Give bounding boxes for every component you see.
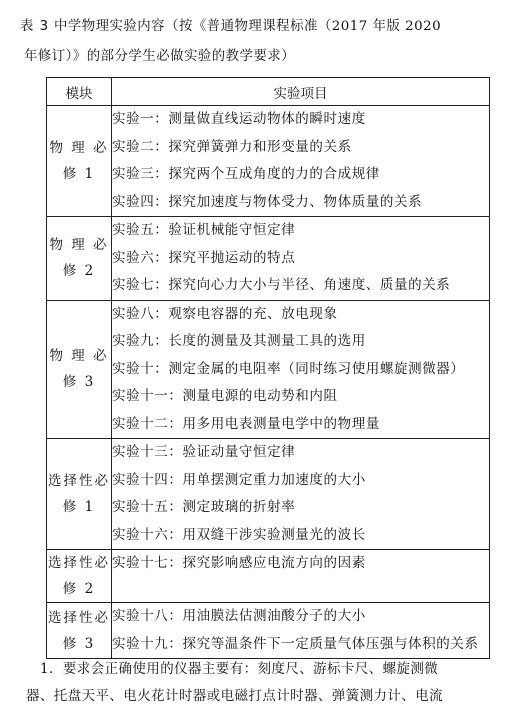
items-cell [112, 300, 490, 439]
module-cell: 选择性必修 2 [47, 550, 112, 603]
experiment-item: 实验十三：验证动量守恒定律 [112, 444, 296, 460]
module-cell: 选择性必修 3 [47, 603, 112, 659]
header-module: 模块 [47, 78, 112, 106]
experiment-item: 实验十：测定金属的电阻率（同时练习使用螺旋测微器） [112, 360, 465, 377]
table-caption [20, 12, 508, 72]
experiment-item: 实验十二：用多用电表测量电学中的物理量 [112, 415, 380, 432]
caption-title-line1: 中学物理实验内容（按《普通物理课程标准（2017 年版 2020 [53, 19, 442, 34]
experiment-item: 实验三：探究两个互成角度的力的合成规律 [112, 166, 380, 182]
experiment-item: 实验八：观察电容器的充、放电现象 [112, 305, 338, 322]
experiment-item: 实验十六：用双缝干涉实验测量光的波长 [112, 526, 366, 543]
items-cell [112, 106, 490, 217]
footnote-line2: 器、托盘天平、电火花计时器或电磁打点计时器、弹簧测力计、电流 [26, 688, 443, 704]
experiment-item: 实验四：探究加速度与物体受力、物体质量的关系 [112, 193, 423, 210]
table-row [47, 217, 490, 301]
footnote-line1: 1．要求会正确使用的仪器主要有：刻度尺、游标卡尺、螺旋测微 [40, 661, 439, 677]
module-cell: 选择性必修 1 [47, 439, 112, 550]
table-row [47, 550, 490, 603]
module-cell: 物 理 必 修 1 [47, 106, 112, 217]
module-cell: 物 理 必 修 2 [47, 217, 112, 301]
experiment-item: 实验六：探究平抛运动的特点 [112, 249, 296, 266]
experiment-item: 实验十五：测定玻璃的折射率 [112, 499, 296, 515]
experiment-item: 实验一：测量做直线运动物体的瞬时速度 [112, 111, 366, 127]
experiments-table [46, 77, 490, 659]
table-row [47, 439, 490, 550]
footnote [26, 656, 510, 710]
items-cell [112, 217, 490, 301]
items-cell [112, 439, 490, 550]
experiment-item: 实验七：探究向心力大小与半径、角速度、质量的关系 [112, 277, 451, 293]
experiment-item: 实验五：验证机械能守恒定律 [112, 222, 296, 238]
table-row [47, 300, 490, 439]
table-header-row [47, 78, 490, 106]
table-row [47, 603, 490, 659]
experiment-item: 实验十七：探究影响感应电流方向的因素 [112, 555, 366, 571]
experiment-item: 实验十四：用单摆测定重力加速度的大小 [112, 471, 366, 488]
experiment-item: 实验二：探究弹簧弹力和形变量的关系 [112, 138, 352, 155]
header-items: 实验项目 [112, 78, 490, 106]
experiment-item: 实验十八：用油膜法估测油酸分子的大小 [112, 608, 366, 624]
experiment-item: 实验九：长度的测量及其测量工具的选用 [112, 333, 366, 349]
table-number: 表 3 [20, 19, 50, 34]
items-cell [112, 550, 490, 603]
experiment-item: 实验十一：测量电源的电动势和内阻 [112, 388, 338, 404]
table-row [47, 106, 490, 217]
items-cell [112, 603, 490, 659]
caption-title-line2: 年修订）》的部分学生必做实验的教学要求） [24, 49, 296, 64]
experiment-item: 实验十九：探究等温条件下一定质量气体压强与体积的关系 [112, 635, 479, 652]
module-cell: 物 理 必 修 3 [47, 300, 112, 439]
